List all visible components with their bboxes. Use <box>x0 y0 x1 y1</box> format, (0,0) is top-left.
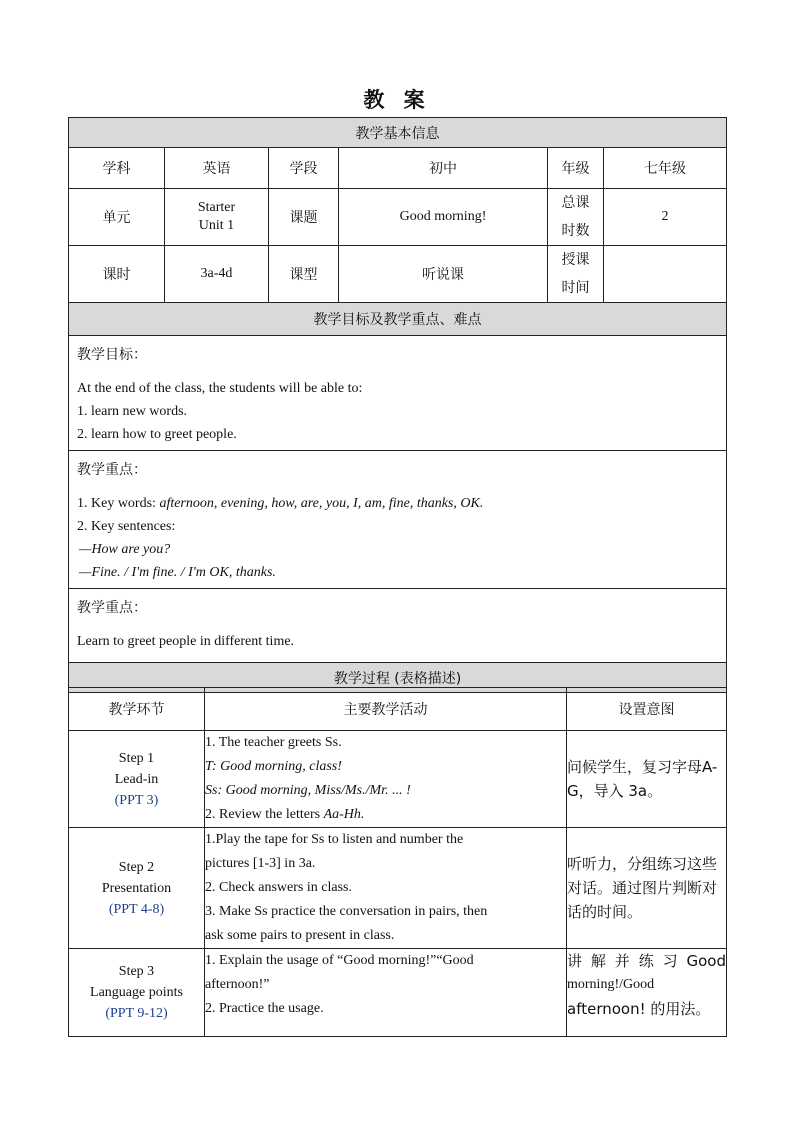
unit-value-line2: Unit 1 <box>198 218 235 233</box>
step-3-activity <box>205 949 567 1037</box>
objectives-item-1: 1. learn new words. <box>77 404 188 419</box>
unit-value <box>165 189 269 246</box>
objectives-item-2: 2. learn how to greet people. <box>77 427 237 442</box>
subject-label: 学科 <box>69 148 165 189</box>
step-1-line-2: T: Good morning, class! <box>205 759 342 774</box>
section-header-process: 教学过程 (表格描述) <box>69 663 727 693</box>
total-hours-label-line1: 总课 <box>561 195 590 211</box>
total-hours-label <box>548 189 604 246</box>
process-table <box>68 687 727 1037</box>
process-col-stage: 教学环节 <box>69 688 205 731</box>
step-2-cell <box>69 828 205 949</box>
key-sentences-label: 2. Key sentences: <box>77 519 176 534</box>
topic-label: 课题 <box>269 189 339 246</box>
document-title: 教 案 <box>363 88 431 112</box>
process-row <box>69 828 727 949</box>
period-label: 课时 <box>69 246 165 303</box>
key-sentence-1: —How are you? <box>79 542 171 557</box>
difficult-points-text: Learn to greet people in different time. <box>77 634 295 649</box>
total-hours-value: 2 <box>604 189 727 246</box>
period-value: 3a-4d <box>165 246 269 303</box>
step-3-number: Step 3 <box>118 964 155 979</box>
total-hours-label-line2: 时数 <box>561 223 590 239</box>
type-label: 课型 <box>269 246 339 303</box>
objectives-cell <box>69 336 727 451</box>
step-1-review-letters: Aa-Hh. <box>323 807 365 822</box>
step-2-line-2: pictures [1-3] in 3a. <box>205 856 316 871</box>
step-3-intent <box>567 949 727 1037</box>
process-row <box>69 731 727 828</box>
unit-label: 单元 <box>69 189 165 246</box>
stage-value: 初中 <box>339 148 548 189</box>
step-1-activity <box>205 731 567 828</box>
time-label-line1: 授课 <box>561 252 590 268</box>
unit-value-line1: Starter <box>197 200 236 215</box>
step-1-number: Step 1 <box>118 750 155 766</box>
step-3-line-2: afternoon!” <box>205 977 270 992</box>
time-label-line2: 时间 <box>561 280 590 296</box>
step-2-line-3: 2. Check answers in class. <box>205 880 352 895</box>
step-1-cell <box>69 731 205 828</box>
objectives-intro: At the end of the class, the students will be able to: <box>77 381 363 396</box>
step-2-ppt: (PPT 4-8) <box>108 901 165 917</box>
process-col-intent: 设置意图 <box>567 688 727 731</box>
step-2-line-1: 1.Play the tape for Ss to listen and number the <box>205 832 464 847</box>
time-value <box>604 246 727 303</box>
key-sentence-2: —Fine. / I'm fine. / I'm OK, thanks. <box>79 565 276 580</box>
step-1-review-prefix: 2. Review the letters <box>205 807 324 822</box>
step-1-line-4 <box>205 803 566 827</box>
step-3-line-1: 1. Explain the usage of “Good morning!”“Good <box>205 953 474 968</box>
process-col-activity: 主要教学活动 <box>205 688 567 731</box>
key-points-cell <box>69 451 727 589</box>
difficult-points-heading: 教学重点： <box>77 600 147 616</box>
step-2-activity <box>205 828 567 949</box>
objectives-heading: 教学目标： <box>77 347 147 363</box>
step-3-line-3: 2. Practice the usage. <box>205 1001 324 1016</box>
type-value: 听说课 <box>339 246 548 303</box>
grade-value: 七年级 <box>604 148 727 189</box>
step-1-ppt: (PPT 3) <box>114 792 159 808</box>
difficult-points-cell <box>69 589 727 663</box>
step-1-line-3: Ss: Good morning, Miss/Ms./Mr. ... ! <box>205 783 411 798</box>
step-1-intent: 问候学生，复习字母A-G，导入 3a。 <box>567 731 727 828</box>
section-header-basic-info: 教学基本信息 <box>69 118 727 148</box>
step-2-line-4: 3. Make Ss practice the conversation in pairs, then <box>205 904 488 919</box>
topic-value: Good morning! <box>339 189 548 246</box>
step-1-name: Lead-in <box>114 771 159 787</box>
key-words-line <box>77 492 718 515</box>
step-1-line-1: 1. The teacher greets Ss. <box>205 735 342 750</box>
step-3-intent-line-2: morning!/Good <box>567 977 655 992</box>
step-3-ppt: (PPT 9-12) <box>105 1006 168 1021</box>
key-words: afternoon, evening, how, are, you, I, am, fine, thanks, OK. <box>159 496 484 511</box>
step-2-intent: 听听力，分组练习这些对话。通过图片判断对话的时间。 <box>567 828 727 949</box>
step-3-cell <box>69 949 205 1037</box>
process-row <box>69 949 727 1037</box>
step-3-intent-line-1: 讲 解 并 练 习 Good <box>567 952 726 970</box>
time-label <box>548 246 604 303</box>
step-3-name: Language points <box>90 985 183 1000</box>
section-header-objectives: 教学目标及教学重点、难点 <box>69 303 727 336</box>
step-2-name: Presentation <box>101 880 172 896</box>
key-points-heading: 教学重点： <box>77 462 147 478</box>
key-words-prefix: 1. Key words: <box>77 496 160 511</box>
grade-label: 年级 <box>548 148 604 189</box>
step-2-line-5: ask some pairs to present in class. <box>205 928 395 943</box>
step-2-number: Step 2 <box>118 859 155 875</box>
subject-value: 英语 <box>165 148 269 189</box>
step-3-intent-line-3: afternoon! 的用法。 <box>567 1000 711 1018</box>
stage-label: 学段 <box>269 148 339 189</box>
lesson-plan-table <box>68 117 727 693</box>
